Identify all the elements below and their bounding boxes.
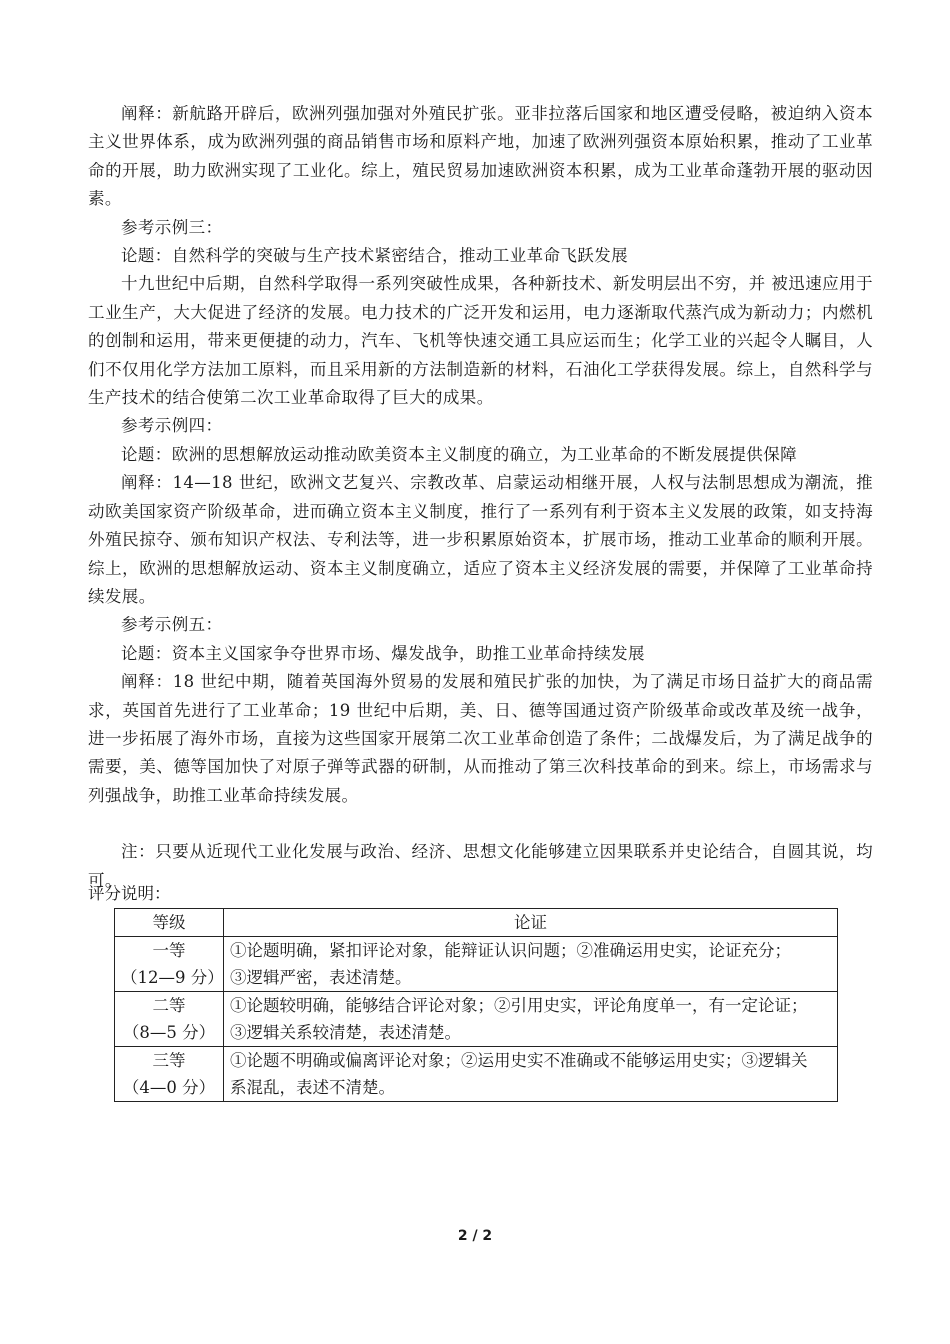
criteria-line: ①论题明确，紧扣评论对象，能辩证认识问题；②准确运用史实，论证充分； bbox=[230, 941, 791, 960]
header-argument: 论证 bbox=[224, 909, 838, 937]
example-5-thesis: 论题：资本主义国家争夺世界市场、爆发战争，助推工业革命持续发展 bbox=[121, 643, 645, 663]
criteria-line: ③逻辑关系较清楚，表述清楚。 bbox=[230, 1023, 461, 1042]
grade-cell bbox=[115, 1047, 224, 1102]
grade-label: 三等 bbox=[152, 1051, 186, 1070]
header-grade: 等级 bbox=[115, 909, 224, 937]
example-4-explanation: 阐释：14—18 世纪，欧洲文艺复兴、宗教改革、启蒙运动相继开展，人权与法制思想成为潮流，推动欧美国家资产阶级革命，进而确立资本主义制度，推行了一系列有利于资本主义发展的政策，如支持海外殖民掠夺、颁布知识产权法、专利法等，进一步积累原始资本，扩展市场，推动工业革命的顺利开展。综上，欧洲的思想解放运动、资本主义制度确立，适应了资本主义经济发展的需要，并保障了工业革命持续发展。 bbox=[88, 473, 873, 606]
page-number: 2 / 2 bbox=[457, 1228, 493, 1244]
example-3-explanation: 十九世纪中后期，自然科学取得一系列突破性成果，各种新技术、新发明层出不穷，并 被迅速应用于工业生产，大大促进了经济的发展。电力技术的广泛开发和运用，电力逐渐取代蒸汽成为新动力；内燃机的创制和运用，带来更便捷的动力，汽车、飞机等快速交通工具应运而生；化学工业的兴起令人瞩目，人们不仅用化学方法加工原料，而且采用新的方法制造新的材料，石油化工学获得发展。综上，自然科学与生产技术的结合使第二次工业革命取得了巨大的成果。 bbox=[88, 274, 873, 408]
example-3-heading: 参考示例三： bbox=[121, 217, 223, 237]
grade-range: （12—9 分） bbox=[121, 968, 224, 987]
criteria-cell bbox=[224, 937, 838, 992]
example-4-thesis: 论题：欧洲的思想解放运动推动欧美资本主义制度的确立，为工业革命的不断发展提供保障 bbox=[121, 444, 797, 464]
document-body bbox=[88, 100, 873, 895]
grading-note: 注：只要从近现代工业化发展与政治、经济、思想文化能够建立因果联系并史论结合，自圆其说，均可。 bbox=[88, 842, 873, 890]
grade-label: 一等 bbox=[152, 941, 186, 960]
criteria-line: ③逻辑严密，表述清楚。 bbox=[230, 968, 412, 987]
criteria-line: 系混乱，表述不清楚。 bbox=[230, 1078, 395, 1097]
grade-label: 二等 bbox=[152, 996, 186, 1015]
paragraph-colonial-explanation: 阐释：新航路开辟后，欧洲列强加强对外殖民扩张。亚非拉落后国家和地区遭受侵略，被迫纳入资本主义世界体系，成为欧洲列强的商品销售市场和原料产地，加速了欧洲列强资本原始积累，推动了工业革命的开展，助力欧洲实现了工业化。综上，殖民贸易加速欧洲资本积累，成为工业革命蓬勃开展的驱动因素。 bbox=[88, 104, 873, 209]
criteria-line: ①论题较明确，能够结合评论对象；②引用史实，评论角度单一，有一定论证； bbox=[230, 996, 808, 1015]
table-row bbox=[115, 1047, 838, 1102]
grade-cell bbox=[115, 937, 224, 992]
table-header-row bbox=[115, 909, 838, 937]
example-4-heading: 参考示例四： bbox=[121, 416, 223, 436]
table-row bbox=[115, 992, 838, 1047]
example-3-thesis: 论题：自然科学的突破与生产技术紧密结合，推动工业革命飞跃发展 bbox=[121, 246, 628, 266]
grade-range: （4—0 分） bbox=[122, 1078, 216, 1097]
table-row bbox=[115, 937, 838, 992]
example-5-explanation: 阐释：18 世纪中期，随着英国海外贸易的发展和殖民扩张的加快，为了满足市场日益扩大的商品需求，英国首先进行了工业革命；19 世纪中后期，美、日、德等国通过资产阶级革命或改革及统一战争，进一步拓展了海外市场，直接为这些国家开展第二次工业革命创造了条件；二战爆发后，为了满足战争的需要，美、德等国加快了对原子弹等武器的研制，从而推动了第三次科技革命的到来。综上，市场需求与列强战争，助推工业革命持续发展。 bbox=[88, 672, 873, 805]
criteria-cell bbox=[224, 992, 838, 1047]
example-5-heading: 参考示例五： bbox=[121, 615, 223, 635]
scoring-title: 评分说明： bbox=[88, 884, 171, 903]
criteria-cell bbox=[224, 1047, 838, 1102]
grade-cell bbox=[115, 992, 224, 1047]
scoring-table bbox=[114, 908, 838, 1102]
grade-range: （8—5 分） bbox=[122, 1023, 216, 1042]
criteria-line: ①论题不明确或偏离评论对象；②运用史实不准确或不能够运用史实；③逻辑关 bbox=[230, 1051, 808, 1070]
